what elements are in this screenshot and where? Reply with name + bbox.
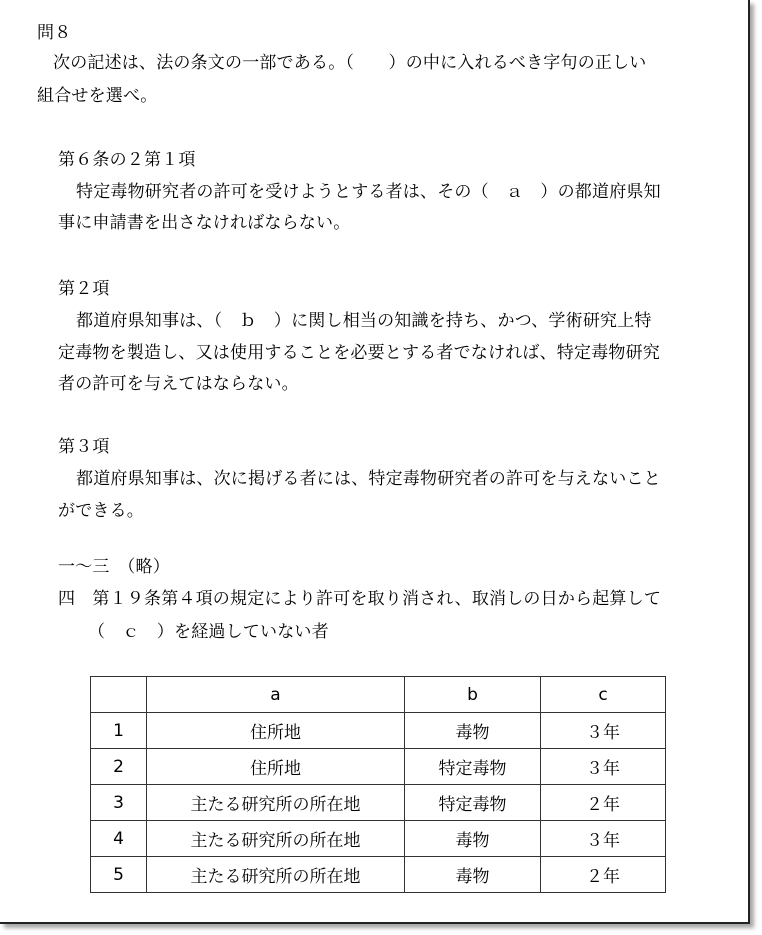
article-1-heading: 第６条の２第１項: [58, 150, 196, 170]
article-3-line-2: ができる。: [58, 501, 144, 521]
article-3-line-1: 都道府県知事は、次に掲げる者には、特定毒物研究者の許可を与えないこと: [76, 469, 661, 489]
question-intro-line-1: 次の記述は、法の条文の一部である。（ ）の中に入れるべき字句の正しい: [53, 53, 647, 73]
header-cell-blank: [91, 677, 147, 713]
row-number: 2: [91, 749, 147, 785]
table-row: [91, 713, 666, 749]
cell-b: 毒物: [405, 821, 541, 857]
question-intro-line-2: 組合せを選べ。: [37, 86, 158, 106]
cell-c: ２年: [541, 857, 666, 893]
items-omitted: 一～三 （略）: [58, 557, 170, 577]
header-cell-b: b: [405, 677, 541, 713]
cell-a: 主たる研究所の所在地: [147, 821, 405, 857]
header-cell-c: c: [541, 677, 666, 713]
item-four-line-1: 四 第１９条第４項の規定により許可を取り消され、取消しの日から起算して: [58, 589, 662, 609]
row-number: 1: [91, 713, 147, 749]
table-header-row: [91, 677, 666, 713]
row-number: 3: [91, 785, 147, 821]
cell-b: 毒物: [405, 713, 541, 749]
header-cell-a: a: [147, 677, 405, 713]
article-1-line-2: 事に申請書を出さなければならない。: [58, 213, 351, 233]
cell-b: 毒物: [405, 857, 541, 893]
cell-a: 主たる研究所の所在地: [147, 857, 405, 893]
article-1-line-1: 特定毒物研究者の許可を受けようとする者は、その（ ａ ）の都道府県知: [76, 182, 661, 202]
article-2-heading: 第２項: [58, 279, 110, 299]
row-number: 5: [91, 857, 147, 893]
cell-b: 特定毒物: [405, 785, 541, 821]
row-number: 4: [91, 821, 147, 857]
cell-a: 住所地: [147, 713, 405, 749]
article-2-line-1: 都道府県知事は、（ ｂ ）に関し相当の知識を持ち、かつ、学術研究上特: [76, 311, 652, 331]
cell-b: 特定毒物: [405, 749, 541, 785]
cell-c: ２年: [541, 785, 666, 821]
cell-c: ３年: [541, 713, 666, 749]
article-3-heading: 第３項: [58, 437, 110, 457]
table-row: [91, 749, 666, 785]
cell-c: ３年: [541, 749, 666, 785]
article-2-line-3: 者の許可を与えてはならない。: [58, 374, 299, 394]
item-four-line-2: （ ｃ ）を経過していない者: [88, 622, 329, 642]
cell-c: ３年: [541, 821, 666, 857]
question-number: 問８: [37, 23, 72, 43]
cell-a: 住所地: [147, 749, 405, 785]
answer-choices-table: [90, 676, 666, 893]
article-2-line-2: 定毒物を製造し、又は使用することを必要とする者でなければ、特定毒物研究: [58, 343, 660, 363]
table-row: [91, 857, 666, 893]
cell-a: 主たる研究所の所在地: [147, 785, 405, 821]
table-row: [91, 785, 666, 821]
table-row: [91, 821, 666, 857]
